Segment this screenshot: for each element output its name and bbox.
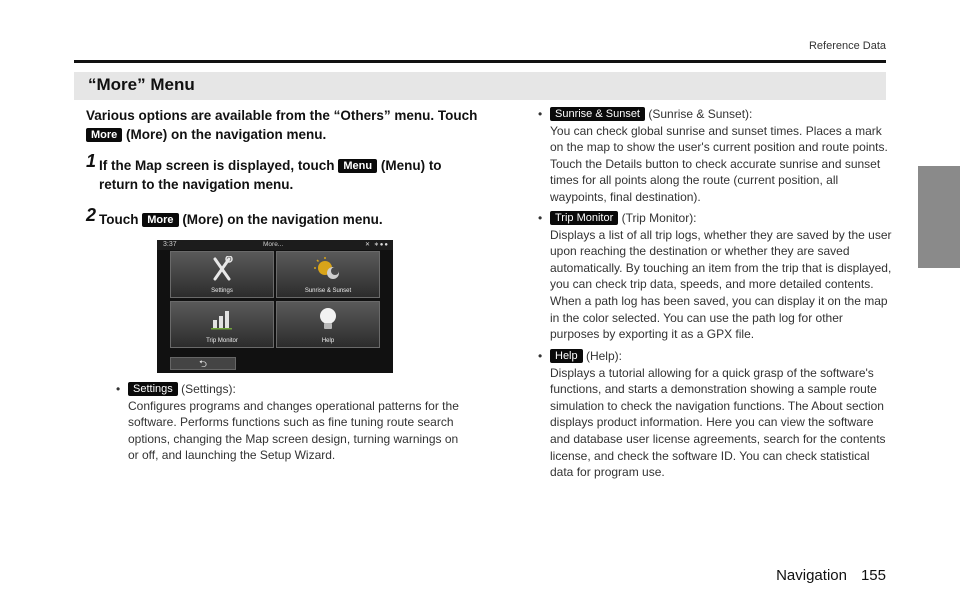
- menu-button-chip: Menu: [338, 159, 377, 173]
- footer-chapter: Navigation: [776, 567, 847, 584]
- section-heading-bar: [74, 72, 886, 100]
- sunrise-sunset-description: • Sunrise & Sunset (Sunrise & Sunset): You can check global sunrise and sunset times. Places a mark on the map to show the user's current position and route points. Touch the Details button to check accurate sunrise and sunset times for all points along the route (current position, all waypoints, final destination).: [538, 107, 888, 204]
- section-title: “More” Menu: [88, 75, 195, 94]
- bullet-text: Displays a list of all trip logs, whether they are saved by the user upon reaching the destination or whether they are saved automatically. By touching an item from the trip that is displayed, you can check trip data, speeds, and more detailed contents. When a path log has been saved, you can display it on the map in the color selected. You can use the path log for other purposes by exporting it as a GPX file.: [550, 227, 892, 342]
- sunrise-sunset-tile: [276, 251, 380, 298]
- intro-paragraph: [86, 106, 486, 144]
- screen-title: More...: [263, 241, 284, 248]
- back-button: [170, 357, 236, 370]
- bullet-text: Configures programs and changes operational patterns for the software. Performs functions such as fine tuning route search options, changing the Map screen design, turning warnings on or off, and launching the Setup Wizard.: [128, 398, 459, 463]
- intro-text-before: Various options are available from the “Others” menu. Touch: [86, 108, 478, 123]
- settings-button-chip: Settings: [128, 382, 178, 396]
- bullet-title: (Help):: [585, 349, 622, 363]
- step-text-after: (Menu) to return to the navigation menu.: [99, 158, 442, 192]
- tile-label: Settings: [211, 288, 233, 294]
- intro-text-after: (More) on the navigation menu.: [126, 127, 327, 142]
- step-text-before: If the Map screen is displayed, touch: [99, 158, 335, 173]
- tile-label: Sunrise & Sunset: [304, 288, 352, 294]
- step-1: [86, 151, 461, 194]
- wrench-screwdriver-icon: [171, 256, 273, 287]
- trip-monitor-description: • Trip Monitor (Trip Monitor): Displays a list of all trip logs, whether they are saved by the user upon reaching the destination or whether they are saved automatically. By touching an item from the trip that is displayed, you can check trip data, speeds, and more detailed contents. When a path log has been saved, you can display it on the map in the color selected. You can use the path log for other purposes by exporting it as a GPX file.: [538, 211, 892, 342]
- step-number: 2: [86, 205, 97, 225]
- tile-label: Trip Monitor: [206, 338, 238, 344]
- back-arrow-icon: ⮌: [199, 359, 208, 370]
- running-header: Reference Data: [808, 40, 886, 52]
- bullet-text: You can check global sunrise and sunset times. Places a mark on the map to show the user's current position and route points. Touch the Details button to check accurate sunrise and sunset times for all points along the route (current position, all waypoints, final destination).: [550, 123, 888, 204]
- trip-monitor-tile: [170, 301, 274, 348]
- page-footer: [776, 567, 886, 584]
- help-description: • Help (Help): Displays a tutorial allowing for a quick grasp of the software's functions, and starts a demonstration showing a sample route simulation to check the navigation functions. The About section displays product information. Here you can view the software and database user license agreements, search for the contents license, and check the software ID. You can check statistical data for program use.: [538, 349, 886, 480]
- step-text-before: Touch: [99, 212, 139, 227]
- more-button-chip: More: [142, 213, 178, 227]
- chapter-side-tab: [918, 166, 960, 268]
- step-text-after: (More) on the navigation menu.: [182, 212, 383, 227]
- settings-description: • Settings (Settings): Configures programs and changes operational patterns for the software. Performs functions such as fine tuning route search options, changing the Map screen design, turning warnings on or off, and launching the Setup Wizard.: [116, 382, 459, 463]
- bullet-title: (Settings):: [181, 382, 236, 396]
- bullet-title: (Sunrise & Sunset):: [648, 107, 753, 121]
- help-tile: [276, 301, 380, 348]
- screen-status-bar: [157, 240, 393, 250]
- header-rule: [74, 60, 886, 63]
- bar-chart-icon: [171, 306, 273, 335]
- sunrise-sunset-button-chip: Sunrise & Sunset: [550, 107, 645, 121]
- more-menu-screenshot: [157, 240, 393, 373]
- settings-tile: [170, 251, 274, 298]
- step-number: 1: [86, 151, 97, 171]
- help-button-chip: Help: [550, 349, 583, 363]
- status-icons: ✕ ∗●●: [365, 242, 389, 248]
- trip-monitor-button-chip: Trip Monitor: [550, 211, 618, 225]
- step-2: [86, 205, 461, 229]
- page-number: 155: [860, 567, 886, 584]
- lightbulb-icon: [277, 306, 379, 337]
- screen-clock: 3:37: [163, 241, 177, 248]
- bullet-title: (Trip Monitor):: [621, 211, 697, 225]
- tile-label: Help: [321, 338, 335, 344]
- bullet-text: Displays a tutorial allowing for a quick grasp of the software's functions, and starts a demonstration showing a sample route simulation to check the navigation functions. The About section displays product information. Here you can view the software and database user license agreements, search for the contents license, and check the software ID. You can check statistical data for program use.: [550, 365, 886, 480]
- more-button-chip: More: [86, 128, 122, 142]
- sun-moon-icon: [277, 256, 379, 287]
